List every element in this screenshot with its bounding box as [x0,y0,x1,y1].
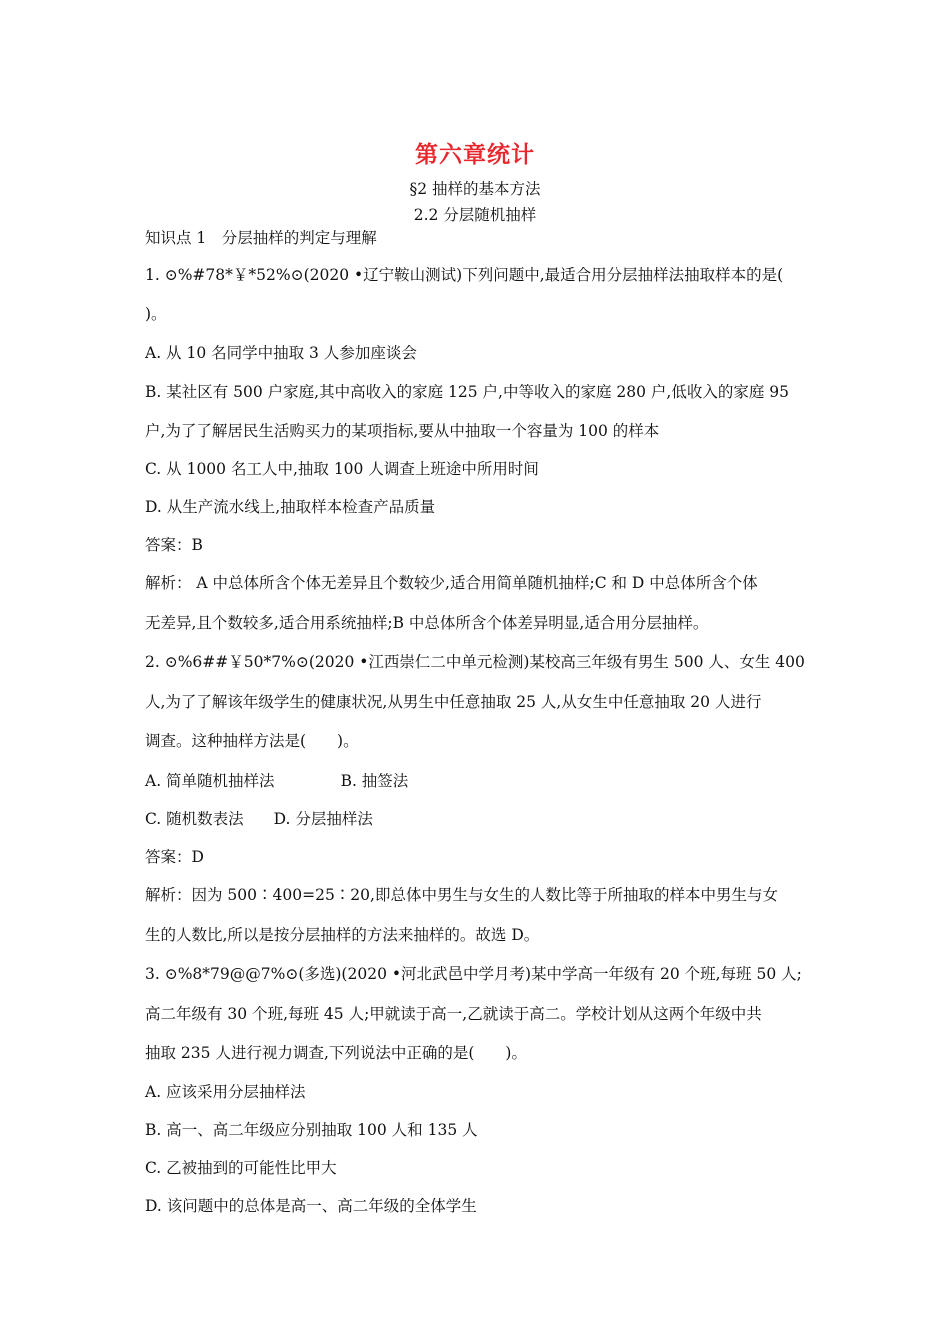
q3-option-a: A. 应该采用分层抽样法 [145,1083,306,1101]
q3-stem-line1: 3. ⊙%8*79@@7%⊙(多选)(2020 •河北武邑中学月考)某中学高一年级有 20 个班,每班 50 人; [145,965,802,983]
q1-option-d: D. 从生产流水线上,抽取样本检查产品质量 [145,498,436,516]
q1-option-b-line2: 户,为了了解居民生活购买力的某项指标,要从中抽取一个容量为 100 的样本 [145,422,660,440]
q2-option-a: A. 简单随机抽样法 [145,772,275,790]
q1-option-a: A. 从 10 名同学中抽取 3 人参加座谈会 [145,344,417,362]
q1-option-c: C. 从 1000 名工人中,抽取 100 人调查上班途中所用时间 [145,460,539,478]
q2-option-c: C. 随机数表法 [145,810,244,828]
q2-stem-line2: 人,为了了解该年级学生的健康状况,从男生中任意抽取 25 人,从女生中任意抽取 20 人进行 [145,693,762,711]
q1-option-b-line1: B. 某社区有 500 户家庭,其中高收入的家庭 125 户,中等收入的家庭 280 户,低收入的家庭 95 [145,383,789,401]
chapter-title: 第六章统计 [415,142,535,168]
q1-answer: 答案：B [145,536,203,554]
knowledge-point-heading: 知识点 1 分层抽样的判定与理解 [145,229,377,247]
q2-options-cd [145,809,373,829]
q3-stem-line2: 高二年级有 30 个班,每班 45 人;甲就读于高一,乙就读于高二。学校计划从这两个年级中共 [145,1005,762,1023]
q1-stem-line2: )。 [145,305,167,323]
section-title: §2 抽样的基本方法 [409,180,541,198]
q1-analysis-line2: 无差异,且个数较多,适合用系统抽样;B 中总体所含个体差异明显,适合用分层抽样。 [145,614,709,632]
q2-analysis-line2: 生的人数比,所以是按分层抽样的方法来抽样的。故选 D。 [145,926,540,944]
q2-options-ab [145,771,408,791]
q3-option-b: B. 高一、高二年级应分别抽取 100 人和 135 人 [145,1121,478,1139]
q3-stem-line3: 抽取 235 人进行视力调查,下列说法中正确的是( )。 [145,1044,527,1062]
q1-stem-line1: 1. ⊙%#78*￥*52%⊙(2020 •辽宁鞍山测试)下列问题中,最适合用分层抽样法抽取样本的是( [145,266,784,284]
q2-option-d: D. 分层抽样法 [273,810,373,828]
subsection-title: 2.2 分层随机抽样 [413,206,537,224]
q2-answer: 答案：D [145,848,204,866]
q3-option-d: D. 该问题中的总体是高一、高二年级的全体学生 [145,1197,477,1215]
q3-option-c: C. 乙被抽到的可能性比甲大 [145,1159,337,1177]
q2-stem-line3: 调查。这种抽样方法是( )。 [145,732,359,750]
q1-analysis-line1: 解析： A 中总体所含个体无差异且个数较少,适合用简单随机抽样;C 和 D 中总体所含个体 [145,574,758,592]
q2-analysis-line1: 解析：因为 500∶400=25∶20,即总体中男生与女生的人数比等于所抽取的样本中男生与女 [145,886,778,904]
q2-option-b: B. 抽签法 [340,772,409,790]
q2-stem-line1: 2. ⊙%6##￥50*7%⊙(2020 •江西崇仁二中单元检测)某校高三年级有男生 500 人、女生 400 [145,653,805,671]
